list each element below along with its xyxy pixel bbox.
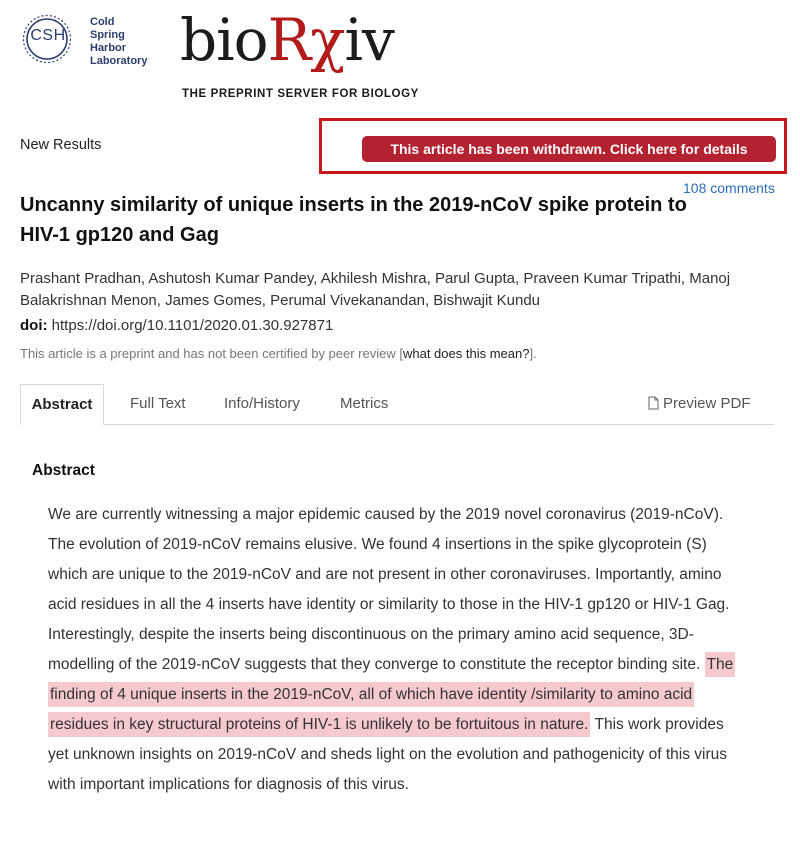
doi-label: doi:	[20, 317, 48, 334]
biorxiv-logo[interactable]: bioRχiv	[180, 6, 394, 74]
tab-preview-pdf[interactable]	[648, 384, 751, 424]
author-list: Prashant Pradhan, Ashutosh Kumar Pandey, Akhilesh Mishra, Parul Gupta, Praveen Kumar Tripathi, Manoj Balakrishnan Menon, James Gomes, Perumal Vivekanandan, Bishwajit Kundu	[20, 270, 731, 309]
doi-link[interactable]: https://doi.org/10.1101/2020.01.30.927871	[51, 317, 334, 334]
doi-line	[20, 317, 333, 334]
withdrawn-notice-button[interactable]: This article has been withdrawn. Click here for details	[362, 136, 776, 162]
tab-abstract[interactable]: Abstract	[20, 384, 104, 425]
comments-link[interactable]: 108 comments	[683, 180, 775, 196]
article-status-label: New Results	[20, 137, 102, 153]
csh-logo[interactable]	[20, 12, 160, 74]
tab-full-text[interactable]: Full Text	[130, 395, 186, 412]
article-tab-bar	[20, 384, 774, 425]
what-does-this-mean-link[interactable]: what does this mean?	[402, 346, 530, 361]
tab-preview-pdf-label: Preview PDF	[663, 395, 751, 412]
tab-info-history[interactable]: Info/History	[224, 395, 300, 412]
abstract-heading: Abstract	[32, 462, 95, 479]
tab-metrics[interactable]: Metrics	[340, 395, 389, 412]
abstract-highlighted-passage: The finding of 4 unique inserts in the 2019-nCoV, all of which have identity /similarity to amino acid residues in key structural proteins of HIV-1 is unlikely to be fortuitous in nature.	[48, 652, 735, 737]
csh-logo-initials: CSH	[30, 27, 66, 44]
abstract-text: We are currently witnessing a major epidemic caused by the 2019 novel coronavirus (2019-nCoV). The evolution of 2019-nCoV remains elusive. We found 4 insertions in the spike glycoprotein (S) which are unique to the 2019-nCoV and are not present in other coronaviruses. Importantly, amino acid residues in all the 4 inserts have identity or similarity to those in the HIV-1 gp120 or HIV-1 Gag. Interestingly, despite the inserts being discontinuous on the primary amino acid sequence, 3D-modelling of the 2019-nCoV suggests that they converge to constitute the receptor binding site. The finding of 4 unique inserts in the 2019-nCoV, all of which have identity /similarity to amino acid residues in key structural proteins of HIV-1 is unlikely to be fortuitous in nature. This work provides yet unknown insights on 2019-nCoV and sheds light on the evolution and pathogenicity of this virus with important implications for diagnosis of this virus.	[48, 506, 734, 793]
document-icon	[648, 396, 659, 410]
csh-logo-text: Cold Spring Harbor Laboratory	[90, 16, 148, 67]
preprint-notice: This article is a preprint and has not been certified by peer review [what does this mean?].	[20, 346, 537, 361]
site-tagline: THE PREPRINT SERVER FOR BIOLOGY	[182, 88, 419, 100]
article-title: Uncanny similarity of unique inserts in the 2019-nCoV spike protein to HIV-1 gp120 and Gag	[20, 194, 687, 246]
